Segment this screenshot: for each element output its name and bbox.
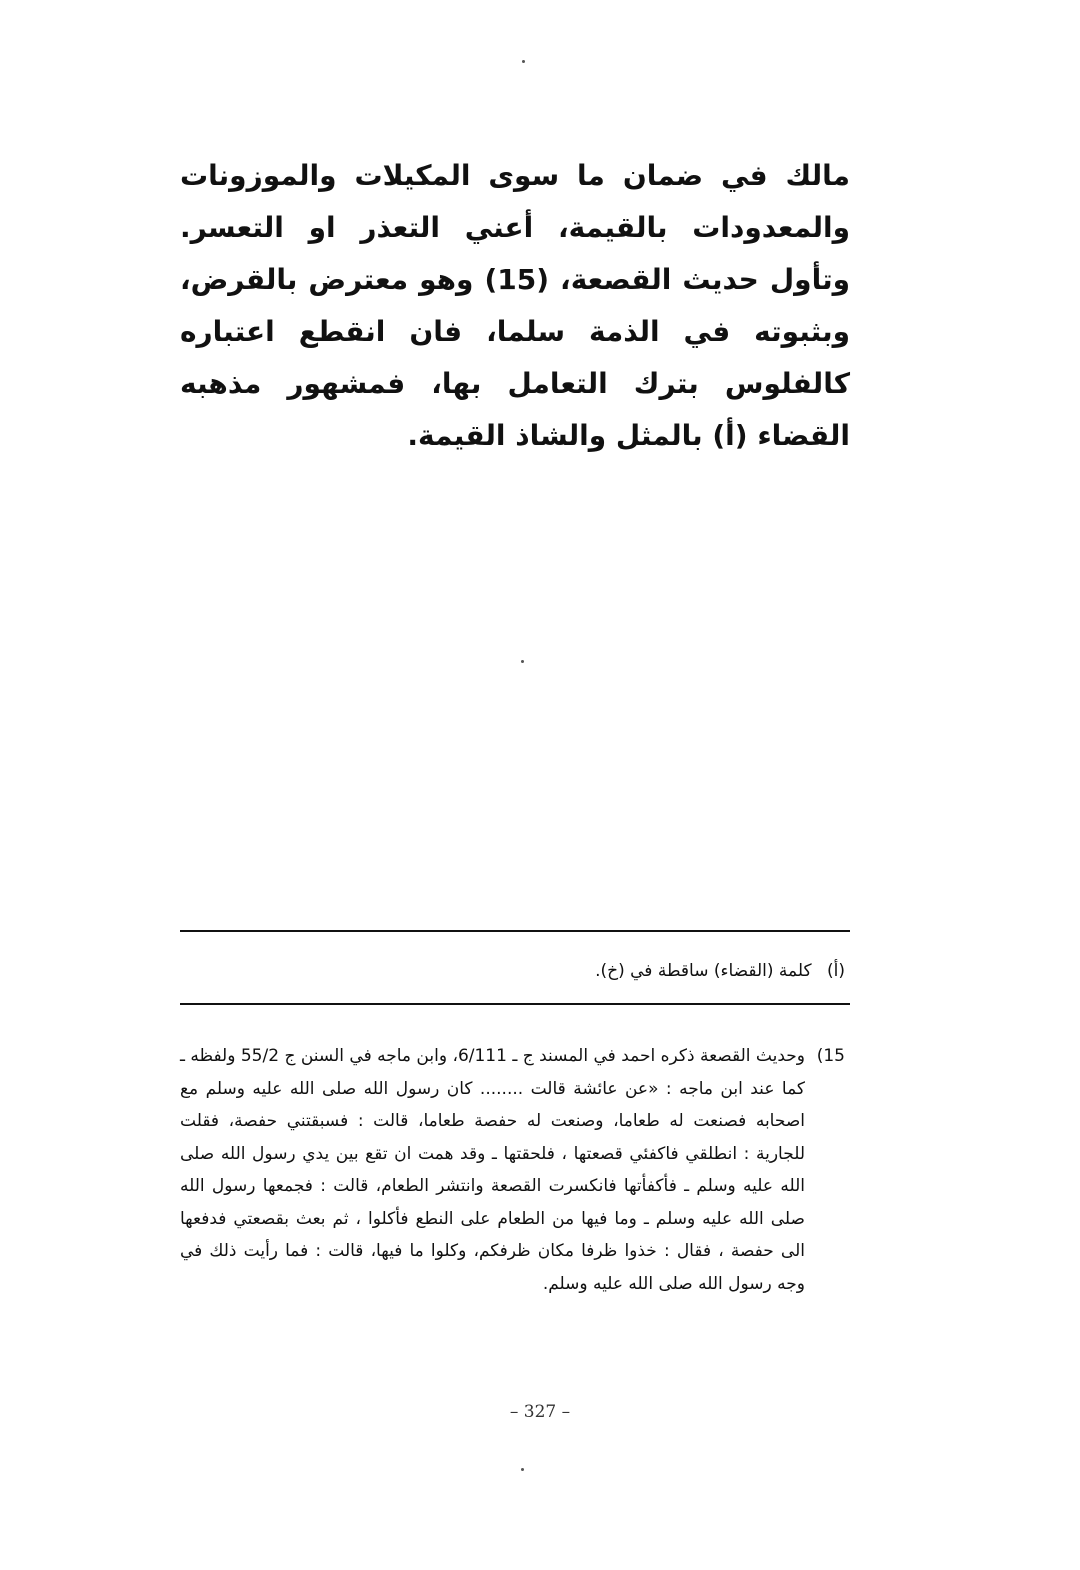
page-number: – 327 – — [509, 1402, 571, 1422]
footnote-separator-top — [180, 930, 850, 932]
footnote-15-marker: 15) — [816, 1046, 845, 1066]
main-body-text — [180, 150, 850, 462]
footnote-15-text: وحديث القصعة ذكره احمد في المسند ج ـ 6/111، وابن ماجه في السنن ج 55/2 ولفظه ـ كما عند ابن ماجه : «عن عائشة قالت ........ كان رسول الله صلى الله عليه وسلم مع اصحابه فصنعت له طعاما، وصنعت له حفصة طعاما، قالت : فسبقتني حفصة، فقلت للجارية : انطلقي فاكفئي قصعتها ، فلحقتها ـ وقد همت ان تقع بين يدي رسول الله صلى الله عليه وسلم ـ فأكفأتها فانكسرت القصعة وانتشر الطعام، قالت : فجمعها رسول الله صلى الله عليه وسلم ـ وما فيها من الطعام على النطع فأكلوا ، ثم بعث بقصعتي فدفعها الى حفصة ، فقال : خذوا ظرفا مكان ظرفكم، وكلوا ما فيها، قالت : فما رأيت ذلك في وجه رسول الله صلى الله عليه وسلم. — [180, 1046, 805, 1294]
scan-speck — [521, 660, 524, 663]
scan-speck — [522, 60, 525, 63]
footnote-a-marker: (أ) — [827, 961, 845, 981]
main-paragraph: مالك في ضمان ما سوى المكيلات والموزونات والمعدودات بالقيمة، أعني التعذر او التعسر. وتأول حديث القصعة، (15) وهو معترض بالقرض، وبثبوته في الذمة سلما، فان انقطع اعتباره كالفلوس بترك التعامل بها، فمشهور مذهبه القضاء (أ) بالمثل والشاذ القيمة. — [180, 159, 850, 452]
footnote-15 — [180, 1040, 845, 1300]
footnote-a-text: كلمة (القضاء) ساقطة في (خ). — [595, 961, 812, 981]
footnote-a — [180, 958, 845, 984]
footnote-separator-bottom — [180, 1003, 850, 1005]
scan-speck — [521, 1468, 524, 1471]
